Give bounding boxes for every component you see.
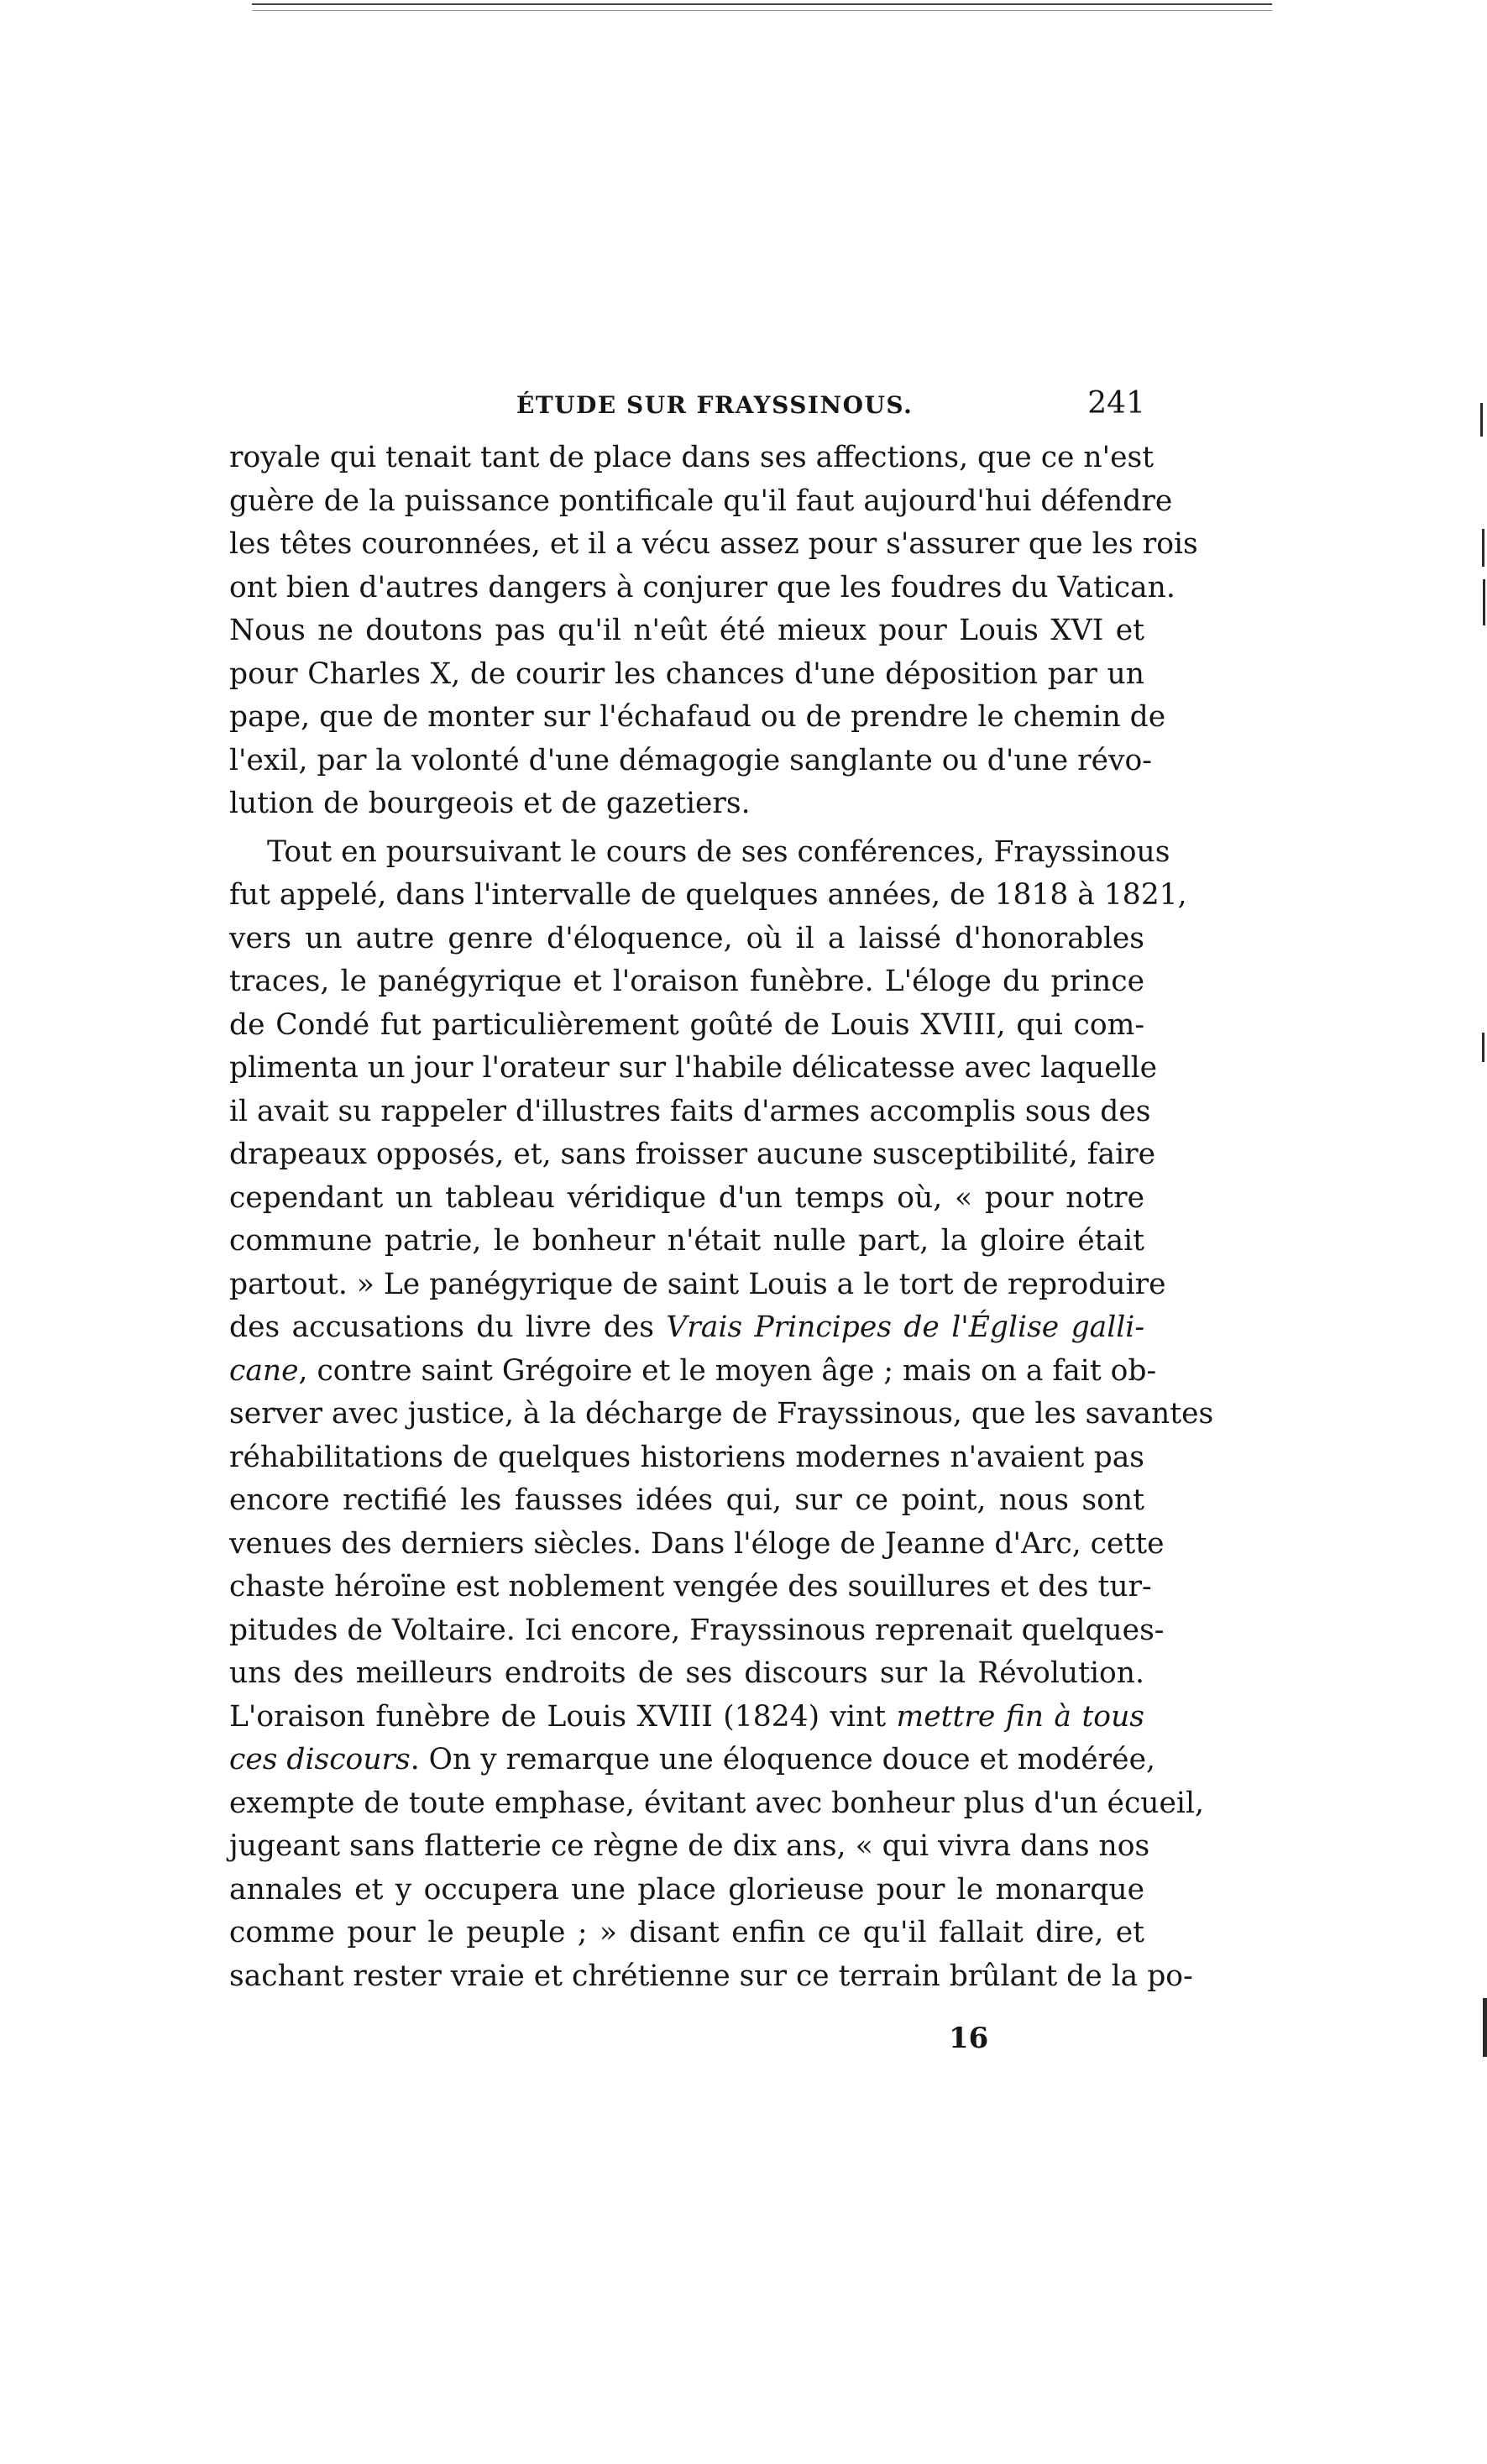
text-line: vers un autre genre d'éloquence, où il a laissé d'honorables <box>229 921 1144 955</box>
text-line: venues des derniers siècles. Dans l'éloge de Jeanne d'Arc, cette <box>229 1526 1165 1561</box>
text-line: drapeaux opposés, et, sans froisser aucune susceptibilité, faire <box>229 1138 1156 1171</box>
text-line: de Condé fut particulièrement goûté de Louis XVIII, qui com- <box>229 1007 1144 1042</box>
text-line: annales et y occupera une place glorieuse pour le monarque <box>229 1872 1144 1907</box>
text-line: jugeant sans flatterie ce règne de dix ans, « qui vivra dans nos <box>229 1829 1150 1863</box>
text-line-italic <box>229 1739 1155 1782</box>
text-line: il avait su rappeler d'illustres faits d'armes accomplis sous des <box>229 1094 1151 1128</box>
text-line: commune patrie, le bonheur n'était nulle part, la gloire était <box>229 1224 1144 1258</box>
edge-mark <box>1483 1998 1487 2057</box>
text-line-italic <box>229 1350 1157 1394</box>
book-title-italic: Vrais Principes de l'Église galli- <box>666 1310 1144 1344</box>
text-line: l'exil, par la volonté d'une démagogie sanglante ou d'une révo- <box>229 743 1152 777</box>
text-line: encore rectifié les fausses idées qui, sur ce point, nous sont <box>229 1483 1144 1517</box>
text-line-italic <box>229 1696 1144 1739</box>
text-segment: , contre saint Grégoire et le moyen âge ; mais on a fait ob- <box>298 1353 1157 1388</box>
quote-italic: mettre fin à tous <box>896 1699 1144 1734</box>
edge-mark <box>1483 579 1485 625</box>
edge-mark <box>1480 403 1483 437</box>
text-line: ont bien d'autres dangers à conjurer que les foudres du Vatican. <box>229 570 1175 604</box>
text-line: pape, que de monter sur l'échafaud ou de prendre le chemin de <box>229 700 1166 734</box>
text-line: comme pour le peuple ; » disant enfin ce qu'il fallait dire, et <box>229 1916 1144 1949</box>
text-line: pour Charles X, de courir les chances d'une déposition par un <box>229 657 1144 691</box>
text-line: server avec justice, à la décharge de Frayssinous, que les savantes <box>229 1397 1214 1431</box>
text-segment: des accusations du livre des <box>229 1310 667 1344</box>
running-head: ÉTUDE SUR FRAYSSINOUS. <box>516 391 914 419</box>
signature-mark: 16 <box>949 2022 989 2055</box>
text-line: exempte de toute emphase, évitant avec bonheur plus d'un écueil, <box>229 1786 1204 1820</box>
text-line: partout. » Le panégyrique de saint Louis a le tort de reproduire <box>229 1267 1166 1301</box>
page-number: 241 <box>1087 386 1145 421</box>
text-line-italic <box>229 1306 1144 1350</box>
text-line: les têtes couronnées, et il a vécu assez pour s'assurer que les rois <box>229 527 1198 561</box>
edge-mark <box>1482 529 1484 567</box>
text-line: cependant un tableau véridique d'un temps où, « pour notre <box>229 1180 1144 1215</box>
text-line: sachant rester vraie et chrétienne sur ce terrain brûlant de la po- <box>229 1959 1193 1993</box>
quote-italic: ces discours <box>229 1743 411 1776</box>
book-title-italic: cane <box>229 1353 299 1388</box>
text-segment: . On y remarque une éloquence douce et modérée, <box>410 1743 1155 1776</box>
text-line: Tout en poursuivant le cours de ses conférences, Frayssinous <box>267 834 1170 869</box>
edge-mark <box>1482 1033 1484 1062</box>
body-text <box>229 437 1214 1998</box>
top-rule <box>252 3 1272 5</box>
text-segment: L'oraison funèbre de Louis XVIII (1824) vint <box>229 1699 897 1734</box>
text-line: royale qui tenait tant de place dans ses affections, que ce n'est <box>229 441 1155 474</box>
text-line: Nous ne doutons pas qu'il n'eût été mieux pour Louis XVI et <box>229 614 1144 647</box>
page-header <box>227 385 1145 426</box>
text-line: pitudes de Voltaire. Ici encore, Frayssinous reprenait quelques- <box>229 1613 1165 1647</box>
text-line: uns des meilleurs endroits de ses discours sur la Révolution. <box>229 1656 1144 1690</box>
text-line: lution de bourgeois et de gazetiers. <box>229 787 751 820</box>
text-line: fut appelé, dans l'intervalle de quelques années, de 1818 à 1821, <box>229 878 1187 912</box>
text-line: plimenta un jour l'orateur sur l'habile délicatesse avec laquelle <box>229 1051 1158 1085</box>
top-rule-secondary <box>252 10 1272 11</box>
text-line: traces, le panégyrique et l'oraison funèbre. L'éloge du prince <box>229 965 1144 998</box>
text-line: chaste héroïne est noblement vengée des souillures et des tur- <box>229 1570 1152 1603</box>
text-line: guère de la puissance pontificale qu'il faut aujourd'hui défendre <box>229 484 1173 518</box>
text-line: réhabilitations de quelques historiens modernes n'avaient pas <box>229 1440 1144 1474</box>
